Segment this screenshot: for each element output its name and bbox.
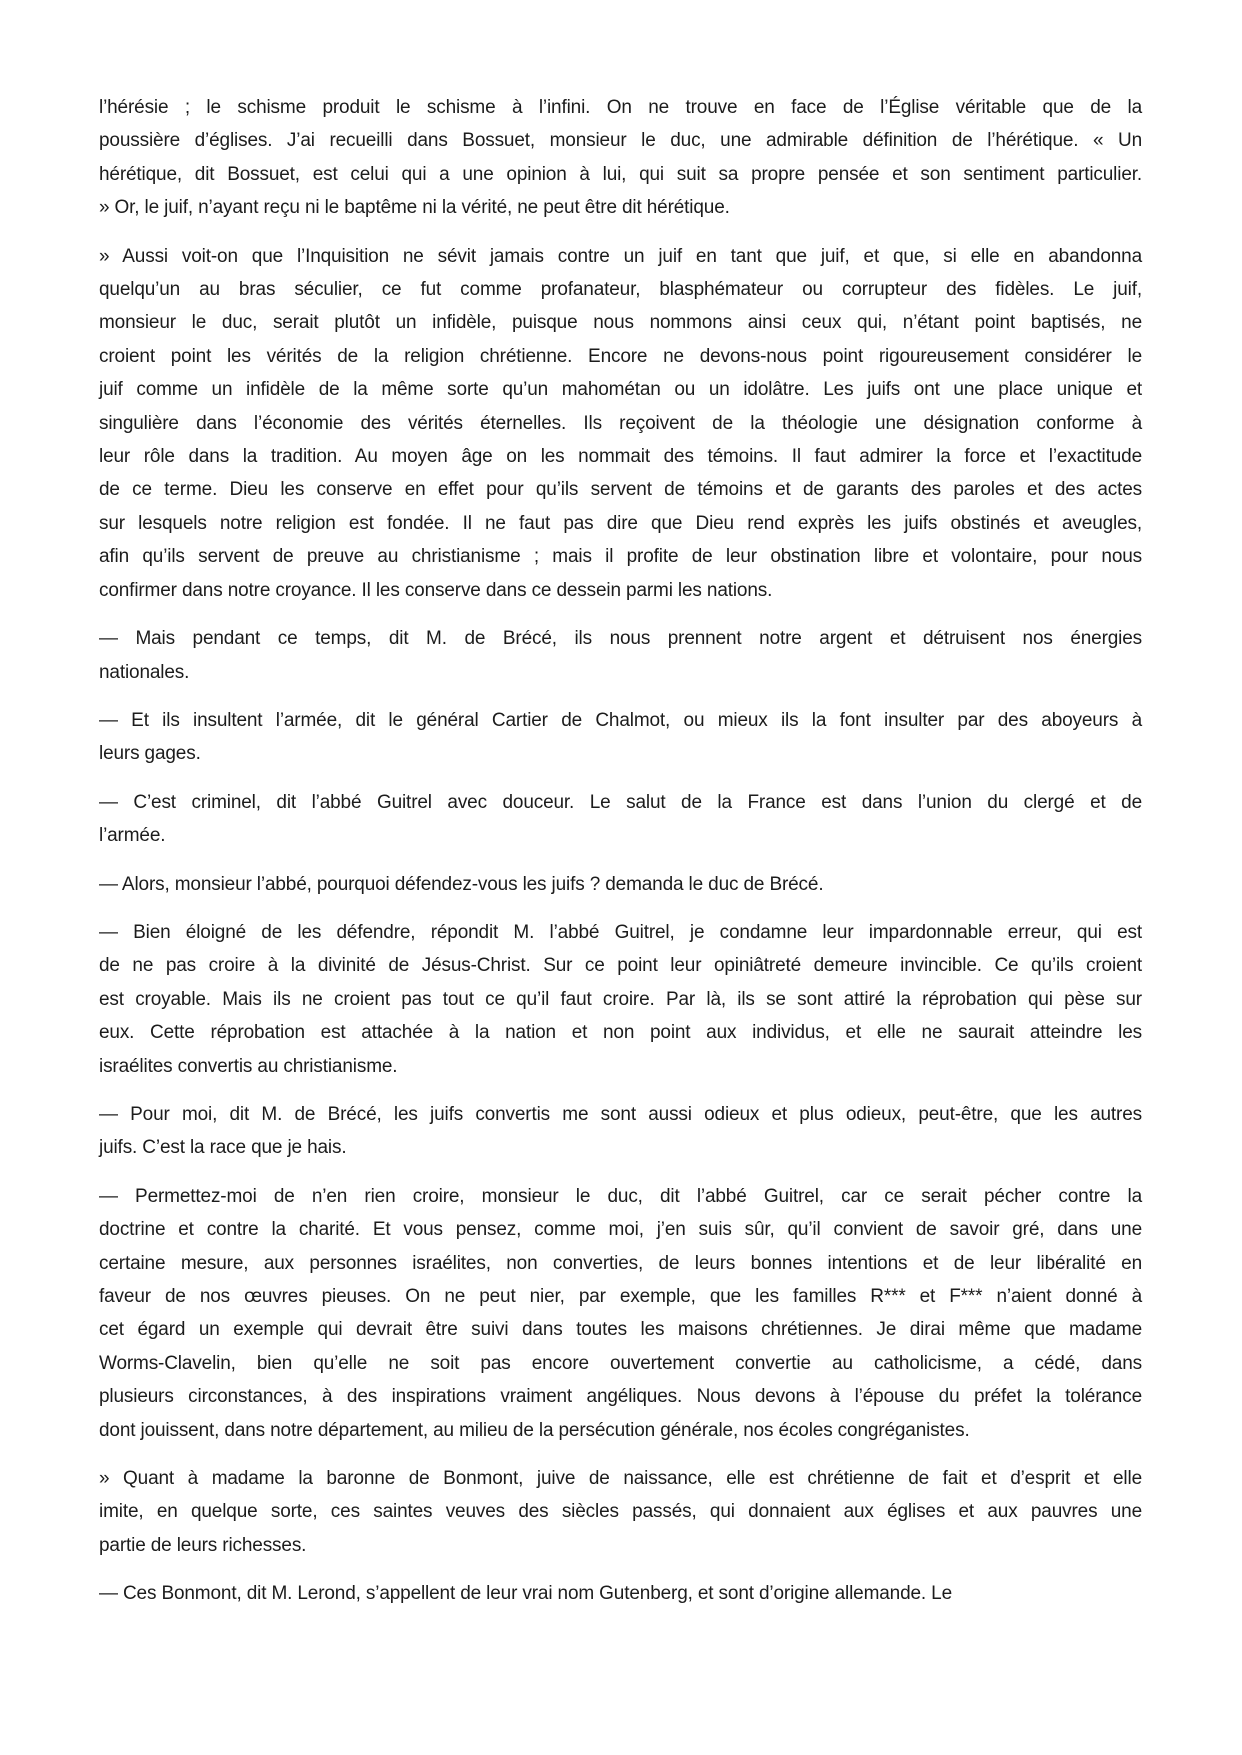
text-line: hérétique, dit Bossuet, est celui qui a une opinion à lui, qui suit sa propre pensée et son sentiment particulier.	[99, 163, 1142, 185]
text-line: juif comme un infidèle de la même sorte qu’un mahométan ou un idolâtre. Les juifs ont une place unique et	[99, 379, 1142, 401]
text-line: eux. Cette réprobation est attachée à la nation et non point aux individus, et elle ne saurait atteindre les	[99, 1022, 1142, 1044]
text-line: leur rôle dans la tradition. Au moyen âge on les nommait des témoins. Il faut admirer la force et l’exactitude	[99, 446, 1142, 468]
text-line: monsieur le duc, serait plutôt un infidèle, puisque nous nommons ainsi ceux qui, n’étant point baptisés, ne	[99, 312, 1142, 334]
text-line: confirmer dans notre croyance. Il les conserve dans ce dessein parmi les nations.	[99, 579, 773, 601]
text-line: l’hérésie ; le schisme produit le schisme à l’infini. On ne trouve en face de l’Église véritable que de la	[99, 97, 1142, 118]
text-line: certaine mesure, aux personnes israélites, non converties, de leurs bonnes intentions et de leur libéralité en	[99, 1252, 1142, 1274]
text-line: israélites convertis au christianisme.	[99, 1055, 398, 1077]
paragraph	[99, 786, 1142, 853]
text-line: dont jouissent, dans notre département, au milieu de la persécution générale, nos écoles congréganistes.	[99, 1419, 970, 1441]
text-line: — Et ils insultent l’armée, dit le général Cartier de Chalmot, ou mieux ils la font insulter par des aboyeurs à	[99, 709, 1142, 731]
text-line: — Ces Bonmont, dit M. Lerond, s’appellent de leur vrai nom Gutenberg, et sont d’origine allemande. Le	[99, 1583, 953, 1605]
text-line: leurs gages.	[99, 743, 201, 765]
text-line: » Quant à madame la baronne de Bonmont, juive de naissance, elle est chrétienne de fait et d’esprit et elle	[99, 1468, 1142, 1490]
text-line: — Pour moi, dit M. de Brécé, les juifs convertis me sont aussi odieux et plus odieux, peut-être, que les autres	[99, 1103, 1142, 1125]
paragraph	[99, 916, 1142, 1083]
text-line: faveur de nos œuvres pieuses. On ne peut nier, par exemple, que les familles R*** et F*** n’aient donné à	[99, 1286, 1142, 1307]
text-line: » Or, le juif, n’ayant reçu ni le baptême ni la vérité, ne peut être dit hérétique.	[99, 197, 730, 219]
paragraph	[99, 1180, 1142, 1447]
text-line: plusieurs circonstances, à des inspirations vraiment angéliques. Nous devons à l’épouse du préfet la tolérance	[99, 1386, 1142, 1408]
text-line: imite, en quelque sorte, ces saintes veuves des siècles passés, qui donnaient aux églises et aux pauvres une	[99, 1501, 1142, 1523]
text-block	[99, 91, 1142, 1626]
text-line: — C’est criminel, dit l’abbé Guitrel avec douceur. Le salut de la France est dans l’union du clergé et de	[99, 791, 1142, 813]
text-line: quelqu’un au bras séculier, ce fut comme profanateur, blasphémateur ou corrupteur des fidèles. Le juif,	[99, 279, 1142, 301]
paragraph	[99, 1462, 1142, 1562]
paragraph	[99, 1577, 1142, 1610]
paragraph	[99, 91, 1142, 225]
text-line: » Aussi voit-on que l’Inquisition ne sévit jamais contre un juif en tant que juif, et que, si elle en abandonna	[99, 245, 1142, 267]
text-line: partie de leurs richesses.	[99, 1534, 307, 1556]
text-line: de ne pas croire à la divinité de Jésus-Christ. Sur ce point leur opiniâtreté demeure invincible. Ce qu’ils croient	[99, 955, 1142, 977]
paragraph	[99, 1098, 1142, 1165]
text-line: cet égard un exemple qui devrait être suivi dans toutes les maisons chrétiennes. Je dirai même que madame	[99, 1319, 1142, 1341]
text-line: — Alors, monsieur l’abbé, pourquoi défendez-vous les juifs ? demanda le duc de Brécé.	[99, 873, 824, 895]
text-line: doctrine et contre la charité. Et vous pensez, comme moi, j’en suis sûr, qu’il convient de savoir gré, dans une	[99, 1219, 1142, 1241]
text-line: — Permettez-moi de n’en rien croire, monsieur le duc, dit l’abbé Guitrel, car ce serait pécher contre la	[99, 1185, 1142, 1207]
text-line: croient point les vérités de la religion chrétienne. Encore ne devons-nous point rigoureusement considérer le	[99, 345, 1142, 367]
text-line: nationales.	[99, 661, 190, 683]
text-line: poussière d’églises. J’ai recueilli dans Bossuet, monsieur le duc, une admirable définition de l’hérétique. « Un	[99, 130, 1142, 152]
paragraph	[99, 622, 1142, 689]
text-line: sur lesquels notre religion est fondée. Il ne faut pas dire que Dieu rend exprès les juifs obstinés et aveugles,	[99, 512, 1142, 534]
text-line: — Bien éloigné de les défendre, répondit M. l’abbé Guitrel, je condamne leur impardonnable erreur, qui est	[99, 921, 1142, 943]
text-line: singulière dans l’économie des vérités éternelles. Ils reçoivent de la théologie une désignation conforme à	[99, 412, 1142, 434]
text-line: afin qu’ils servent de preuve au christianisme ; mais il profite de leur obstination libre et volontaire, pour nous	[99, 546, 1142, 568]
text-line: juifs. C’est la race que je hais.	[99, 1137, 347, 1159]
text-line: de ce terme. Dieu les conserve en effet pour qu’ils servent de témoins et de garants des paroles et des actes	[99, 479, 1142, 501]
paragraph	[99, 704, 1142, 771]
text-line: Worms-Clavelin, bien qu’elle ne soit pas encore ouvertement convertie au catholicisme, a cédé, dans	[99, 1352, 1142, 1374]
paragraph	[99, 868, 1142, 901]
text-line: — Mais pendant ce temps, dit M. de Brécé, ils nous prennent notre argent et détruisent nos énergies	[99, 628, 1142, 650]
text-line: est croyable. Mais ils ne croient pas tout ce qu’il faut croire. Par là, ils se sont attiré la réprobation qui pèse sur	[99, 988, 1142, 1010]
paragraph	[99, 240, 1142, 607]
text-line: l’armée.	[99, 825, 166, 847]
